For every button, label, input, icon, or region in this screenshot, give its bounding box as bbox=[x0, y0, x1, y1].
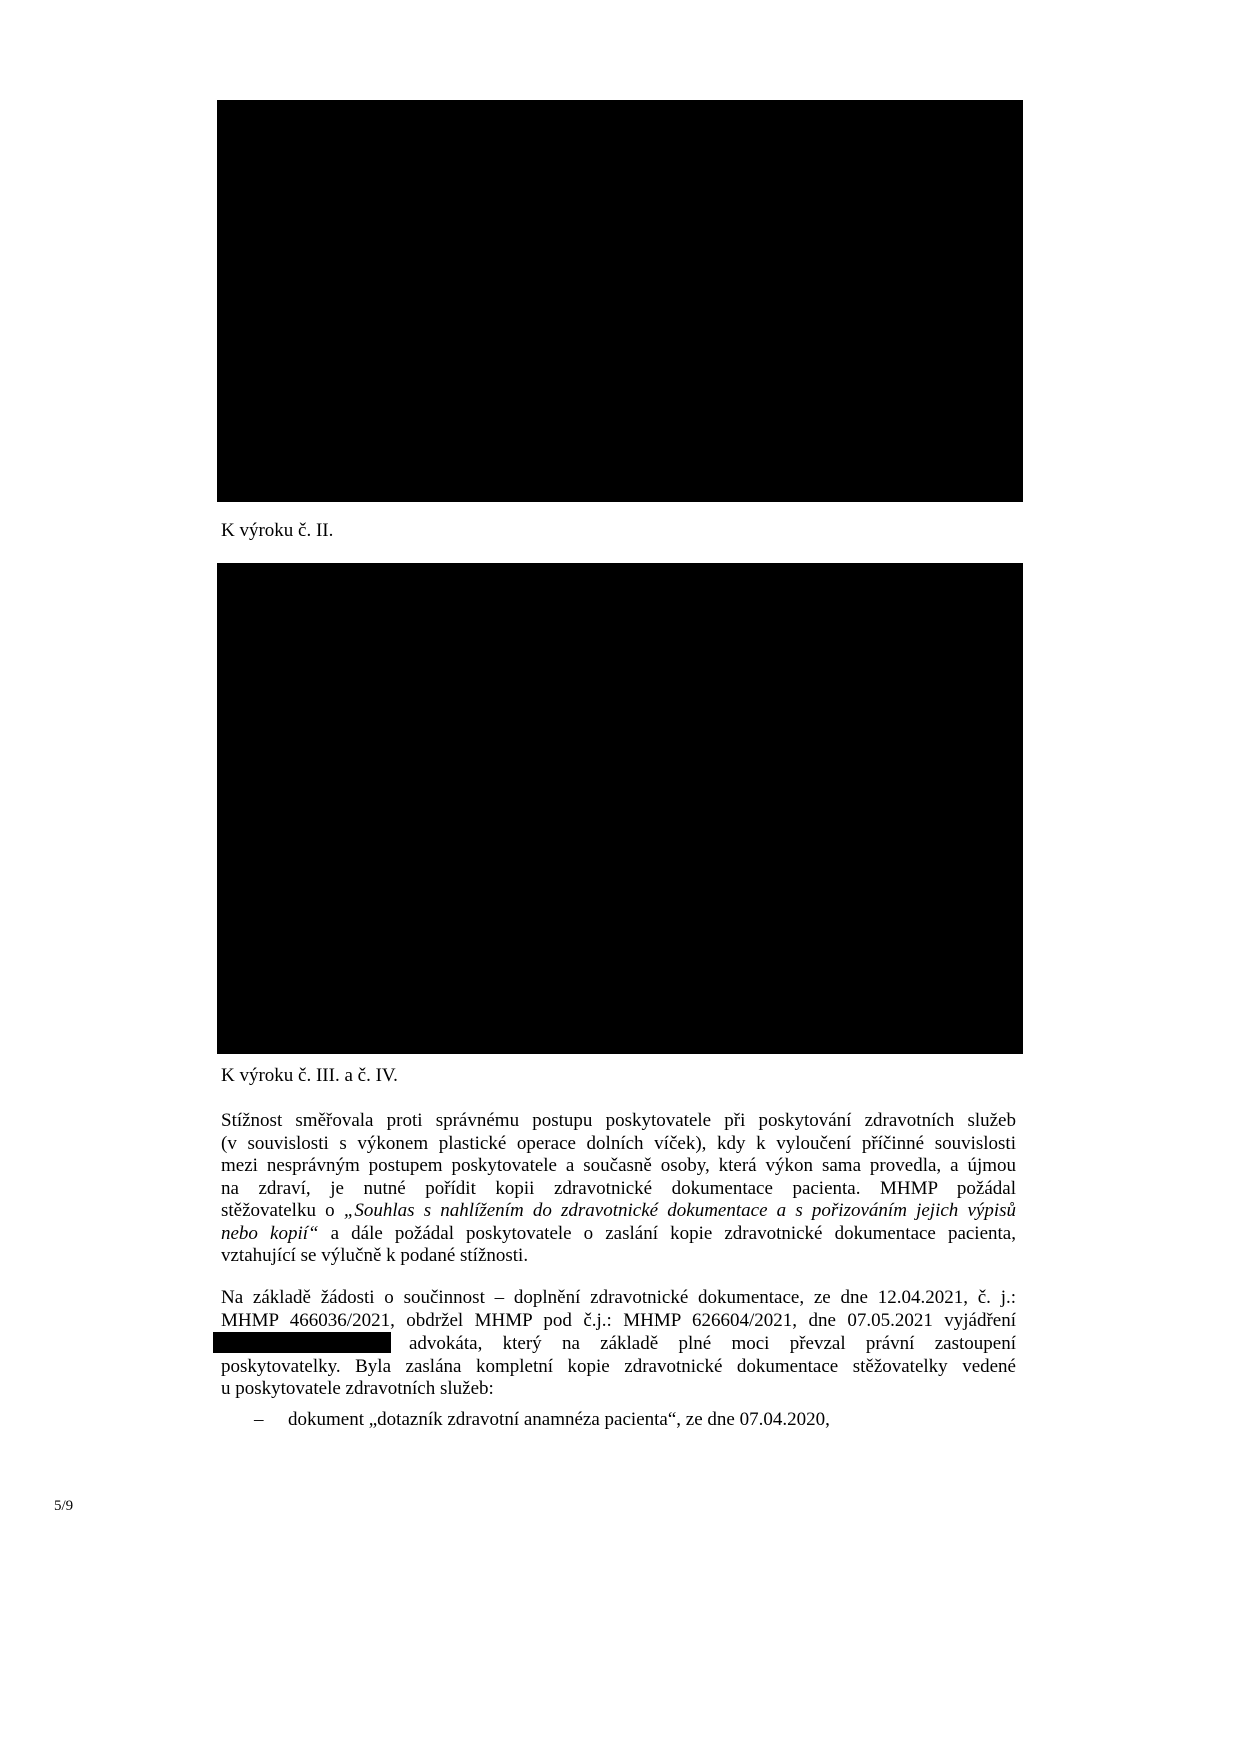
italic-quote: „Souhlas s nahlížením do zdravotnické dokumentace a s pořizováním jejich výpisů bbox=[343, 1200, 1016, 1221]
paragraph-line: vztahující se výlučně k podané stížnosti. bbox=[221, 1245, 529, 1266]
line-text: advokáta, který na základě plné moci převzal právní zastoupení bbox=[409, 1333, 1016, 1354]
paragraph-line bbox=[221, 1332, 1016, 1356]
paragraph-line bbox=[221, 1200, 1016, 1223]
line-text: stěžovatelku o bbox=[221, 1200, 344, 1221]
paragraph-line: Na základě žádosti o součinnost – doplnění zdravotnické dokumentace, ze dne 12.04.2021, č. j.: bbox=[221, 1287, 1016, 1308]
paragraph-line: (v souvislosti s výkonem plastické operace dolních víček), kdy k vyloučení příčinné souvislosti bbox=[221, 1132, 1016, 1154]
paragraph-line: mezi nesprávným postupem poskytovatele a současně osoby, která výkon sama provedla, a újmou bbox=[221, 1155, 1016, 1176]
redaction-block bbox=[217, 563, 1023, 1054]
paragraph-line: Stížnost směřovala proti správnému postupu poskytovatele při poskytování zdravotních služeb bbox=[221, 1110, 1016, 1131]
paragraph-line: na zdraví, je nutné pořídit kopii zdravotnické dokumentace pacienta. MHMP požádal bbox=[221, 1177, 1016, 1199]
section-heading: K výroku č. II. bbox=[221, 520, 334, 541]
paragraph bbox=[221, 1287, 1016, 1401]
page-number: 5/9 bbox=[54, 1498, 74, 1514]
bullet-item bbox=[254, 1409, 830, 1432]
italic-quote: nebo kopií“ bbox=[221, 1222, 319, 1244]
paragraph-line bbox=[221, 1223, 1016, 1246]
inline-redaction bbox=[213, 1332, 391, 1353]
paragraph bbox=[221, 1110, 1016, 1268]
line-text: a dále požádal poskytovatele o zaslání kopie zdravotnické dokumentace pacienta, bbox=[318, 1222, 1016, 1244]
bullet-text: dokument „dotazník zdravotní anamnéza pacienta“, ze dne 07.04.2020, bbox=[288, 1409, 830, 1430]
dash-bullet-icon: – bbox=[254, 1409, 264, 1430]
paragraph-line: poskytovatelky. Byla zaslána kompletní kopie zdravotnické dokumentace stěžovatelky vedené bbox=[221, 1355, 1016, 1377]
paragraph-line: MHMP 466036/2021, obdržel MHMP pod č.j.: MHMP 626604/2021, dne 07.05.2021 vyjádření bbox=[221, 1309, 1016, 1331]
paragraph-line: u poskytovatele zdravotních služeb: bbox=[221, 1378, 494, 1399]
section-heading: K výroku č. III. a č. IV. bbox=[221, 1065, 398, 1086]
redaction-block bbox=[217, 100, 1023, 502]
